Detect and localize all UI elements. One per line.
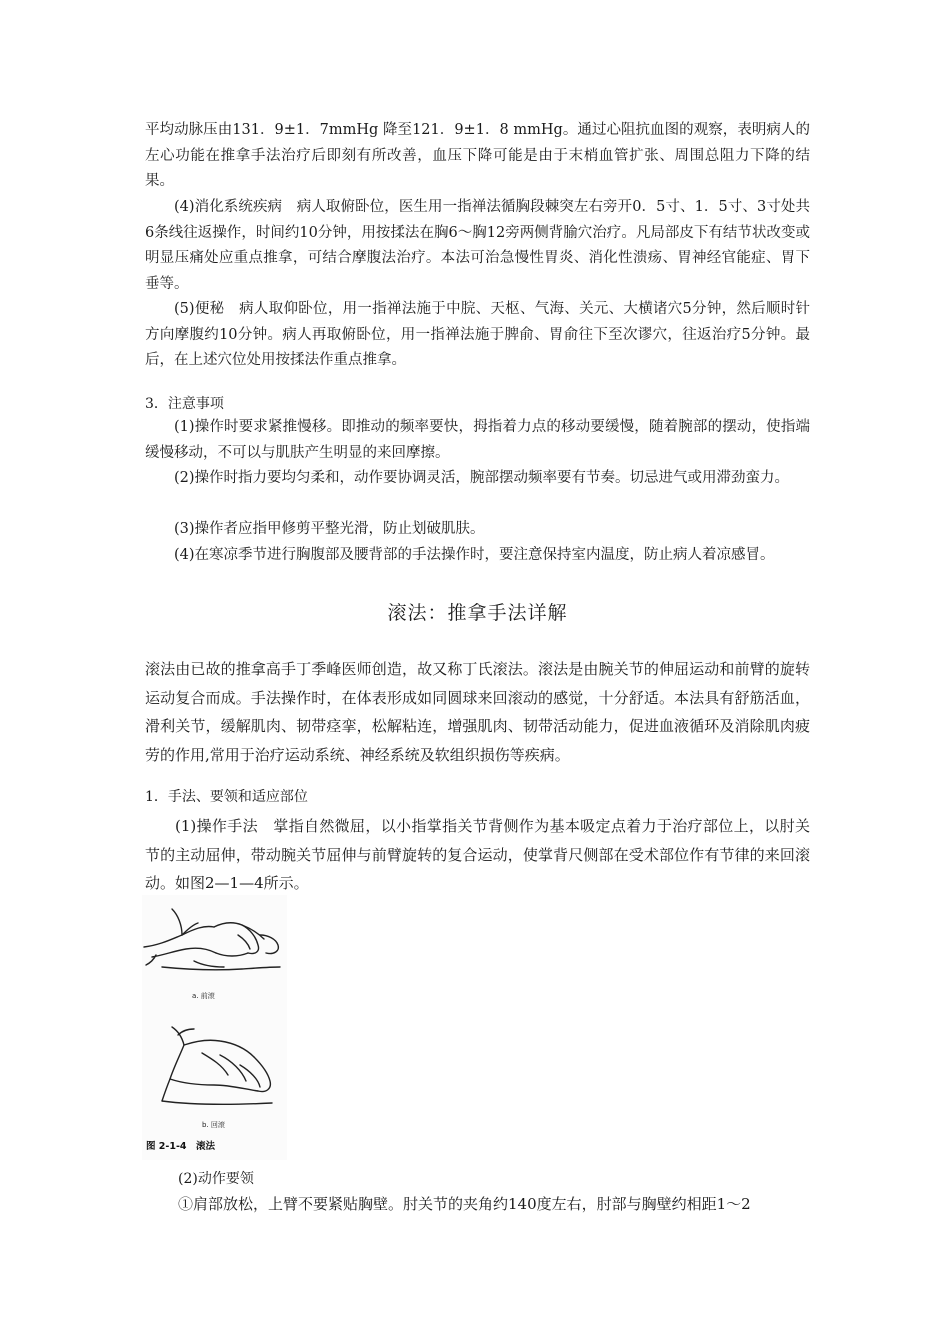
precaution-2: (2)操作时指力要均匀柔和，动作要协调灵活，腕部摆动频率要有节奏。切忌进气或用滞劲蛮力。 <box>174 470 790 486</box>
paragraph-intro: 滚法由已故的推拿高手丁季峰医师创造，故又称丁氏滚法。滚法是由腕关节的伸屈运动和前臂的旋转运动复合而成。手法操作时，在体表形成如同圆球来回滚动的感觉，十分舒适。本法具有舒筋活血，滑利关节，缓解肌肉、韧带痉挛，松解粘连，增强肌肉、韧带活动能力，促进血液循环及消除肌肉疲劳的作用,常用于治疗运动系统、神经系统及软组织损伤等疾病。 <box>145 660 810 764</box>
heading-precautions: 3．注意事项 <box>145 396 224 412</box>
section-title: 滚法：推拿手法详解 <box>387 602 568 624</box>
paragraph-operation: (1)操作手法 掌指自然微屈，以小指掌指关节背侧作为基本吸定点着力于治疗部位上，以肘关节的主动屈伸，带动腕关节屈伸与前臂旋转的复合运动，使掌背尺侧部在受术部位作有节律的来回滚动。如图2—1—4所示。 <box>145 817 810 892</box>
paragraph-constipation: (5)便秘 病人取仰卧位，用一指禅法施于中脘、天枢、气海、关元、大横诸穴5分钟，然后顺时针方向摩腹约10分钟。病人再取俯卧位，用一指禅法施于脾俞、胃俞往下至次谬穴，往返治疗5分钟。最后，在上述穴位处用按揉法作重点推拿。 <box>145 301 810 368</box>
figure-label-b: b. 回滚 <box>202 1121 225 1129</box>
heading-technique: 1．手法、要领和适应部位 <box>145 789 308 805</box>
heading-key-points: (2)动作要领 <box>178 1171 254 1187</box>
paragraph-digestive-disease: (4)消化系统疾病 病人取俯卧位，医生用一指禅法循胸段棘突左右旁开0．5寸、1．5寸、3寸处共6条线往返操作，时间约10分钟，用按揉法在胸6～胸12旁两侧背腧穴治疗。凡局部皮下有结节状改变或明显压痛处应重点推拿，可结合摩腹法治疗。本法可治急慢性胃炎、消化性溃疡、胃神经官能症、胃下垂等。 <box>145 199 810 292</box>
figure-label-a: a. 前滚 <box>192 992 215 1000</box>
hand-illustration <box>142 895 287 1160</box>
figure-rolling-technique <box>142 895 287 1160</box>
paragraph-blood-pressure: 平均动脉压由131．9±1．7mmHg 降至121．9±1．8 mmHg。通过心阻抗血图的观察，表明病人的左心功能在推拿手法治疗后即刻有所改善，血压下降可能是由于末梢血管扩张、周围总阻力下降的结果。 <box>145 122 810 189</box>
precaution-3: (3)操作者应指甲修剪平整光滑，防止划破肌肤。 <box>174 521 485 537</box>
figure-caption: 图 2-1-4 滚法 <box>146 1141 216 1152</box>
precaution-1: (1)操作时要求紧推慢移。即推动的频率要快，拇指着力点的移动要缓慢，随着腕部的摆动，使指端缓慢移动，不可以与肌肤产生明显的来回摩擦。 <box>145 419 810 461</box>
key-point-1: ①肩部放松，上臂不要紧贴胸壁。肘关节的夹角约140度左右，肘部与胸壁约相距1～2 <box>178 1195 751 1213</box>
precaution-4: (4)在寒凉季节进行胸腹部及腰背部的手法操作时，要注意保持室内温度，防止病人着凉感冒。 <box>174 547 775 563</box>
